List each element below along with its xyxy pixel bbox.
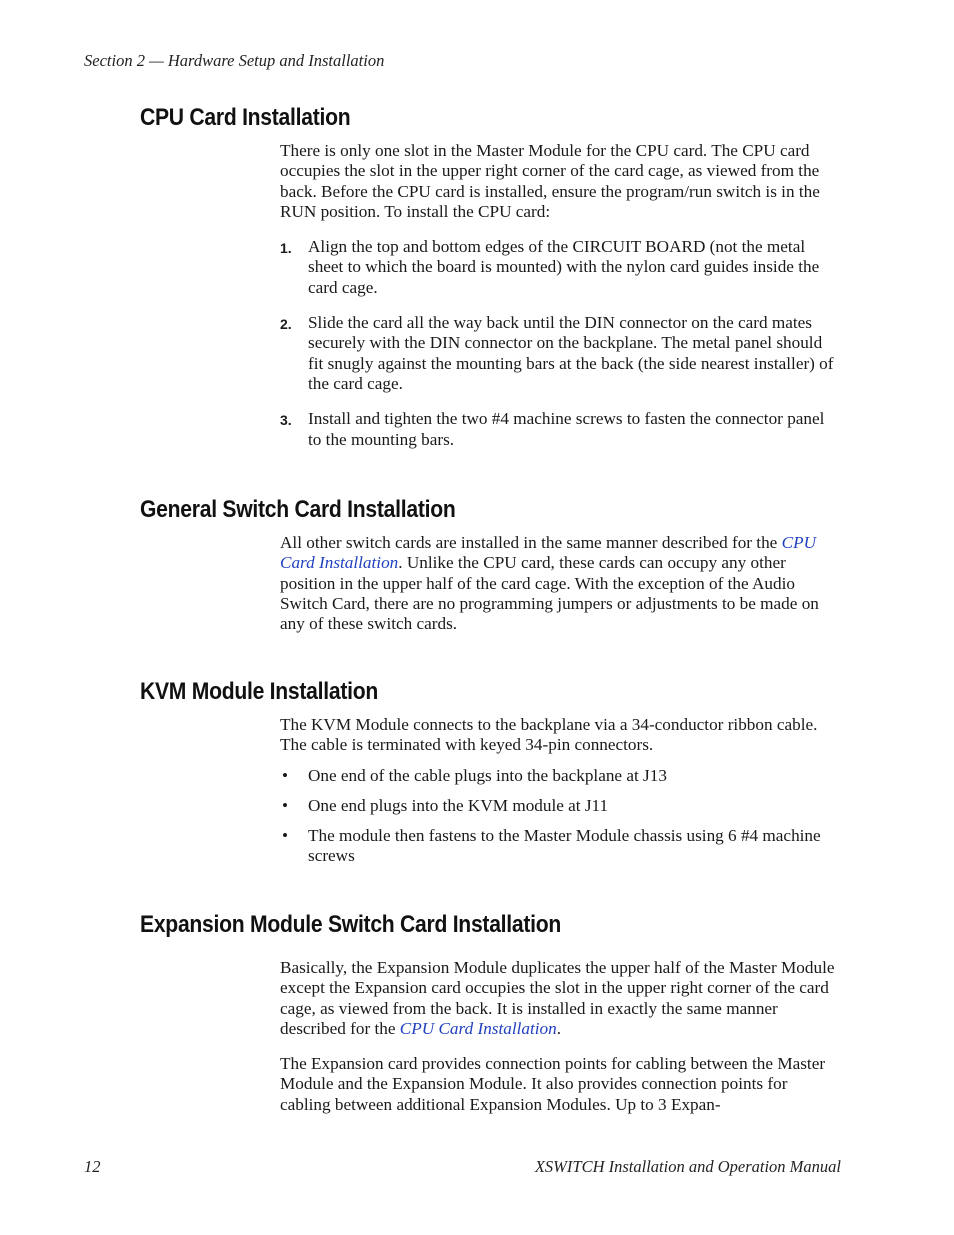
- bullet-icon: •: [282, 795, 289, 815]
- general-text-before: All other switch cards are installed in the same manner described for the: [280, 533, 782, 552]
- cpu-card-installation-link[interactable]: CPU Card Installation: [280, 533, 816, 573]
- section-body-cpu-card: [280, 141, 840, 450]
- expansion-paragraph-2: The Expansion card provides connection points for cabling between the Master Module and the Expansion Module. It also provides connection points for cabling between additional Expansion Modules. Up to 3 Expan-: [280, 1054, 826, 1114]
- footer-manual-title: XSWITCH Installation and Operation Manual: [534, 1157, 841, 1176]
- page-number: 12: [84, 1157, 101, 1176]
- bullet-text: One end of the cable plugs into the backplane at J13: [308, 765, 667, 785]
- section-heading-general-switch-card: General Switch Card Installation: [140, 496, 456, 523]
- bullet-icon: •: [282, 765, 289, 785]
- section-body-general-switch-card: [280, 533, 840, 634]
- step-item: [280, 237, 840, 298]
- expansion-paragraph-1: [280, 958, 840, 1039]
- bullet-item: [280, 826, 840, 867]
- bullet-text: The module then fastens to the Master Module chassis using 6 #4 machine screws: [308, 826, 821, 866]
- step-number: 3.: [280, 412, 292, 429]
- step-text: Slide the card all the way back until the DIN connector on the card mates securely with the DIN connector on the backplane. The metal panel should fit snugly against the mounting bars at the back (the side nearest installer) of the card cage.: [308, 313, 834, 393]
- section-body-expansion-module: [280, 958, 840, 1115]
- expansion-text-after: .: [556, 1018, 562, 1038]
- section-body-kvm-module: [280, 715, 840, 867]
- general-paragraph: [280, 533, 840, 634]
- section-heading-cpu-card: CPU Card Installation: [140, 104, 351, 131]
- step-item: [280, 313, 840, 394]
- step-item: [280, 409, 840, 450]
- running-header: Section 2 — Hardware Setup and Installation: [84, 51, 385, 70]
- step-text: Install and tighten the two #4 machine screws to fasten the connector panel to the mounting bars.: [308, 409, 825, 449]
- bullet-item: [280, 796, 840, 816]
- section-heading-expansion-module: Expansion Module Switch Card Installation: [140, 911, 562, 938]
- bullet-icon: •: [282, 826, 289, 846]
- bullet-text: One end plugs into the KVM module at J11: [308, 795, 609, 815]
- cpu-intro-paragraph: There is only one slot in the Master Module for the CPU card. The CPU card occupies the slot in the upper right corner of the card cage, as viewed from the back. Before the CPU card is installed, ensure the program/run switch is in the RUN position. To install the CPU card:: [280, 141, 820, 221]
- expansion-text-before: Basically, the Expansion Module duplicates the upper half of the Master Module except the Expansion card occupies the slot in the upper right corner of the card cage, as viewed from the back. It is installed in exactly the same manner described for the: [280, 958, 835, 1038]
- step-text: Align the top and bottom edges of the CIRCUIT BOARD (not the metal sheet to which the board is mounted) with the nylon card guides inside the card cage.: [308, 237, 820, 297]
- kvm-intro-paragraph: The KVM Module connects to the backplane via a 34-conductor ribbon cable. The cable is terminated with keyed 34-pin connectors.: [280, 715, 818, 755]
- step-number: 1.: [280, 240, 292, 257]
- general-text-after: . Unlike the CPU card, these cards can occupy any other position in the upper half of the card cage. With the exception of the Audio Switch Card, there are no programming jumpers or adjustments to be made on any of these switch cards.: [280, 553, 819, 634]
- bullet-item: [280, 766, 840, 786]
- step-number: 2.: [280, 316, 292, 333]
- section-heading-kvm-module: KVM Module Installation: [140, 678, 378, 705]
- cpu-card-installation-link[interactable]: CPU Card Installation: [399, 1018, 557, 1038]
